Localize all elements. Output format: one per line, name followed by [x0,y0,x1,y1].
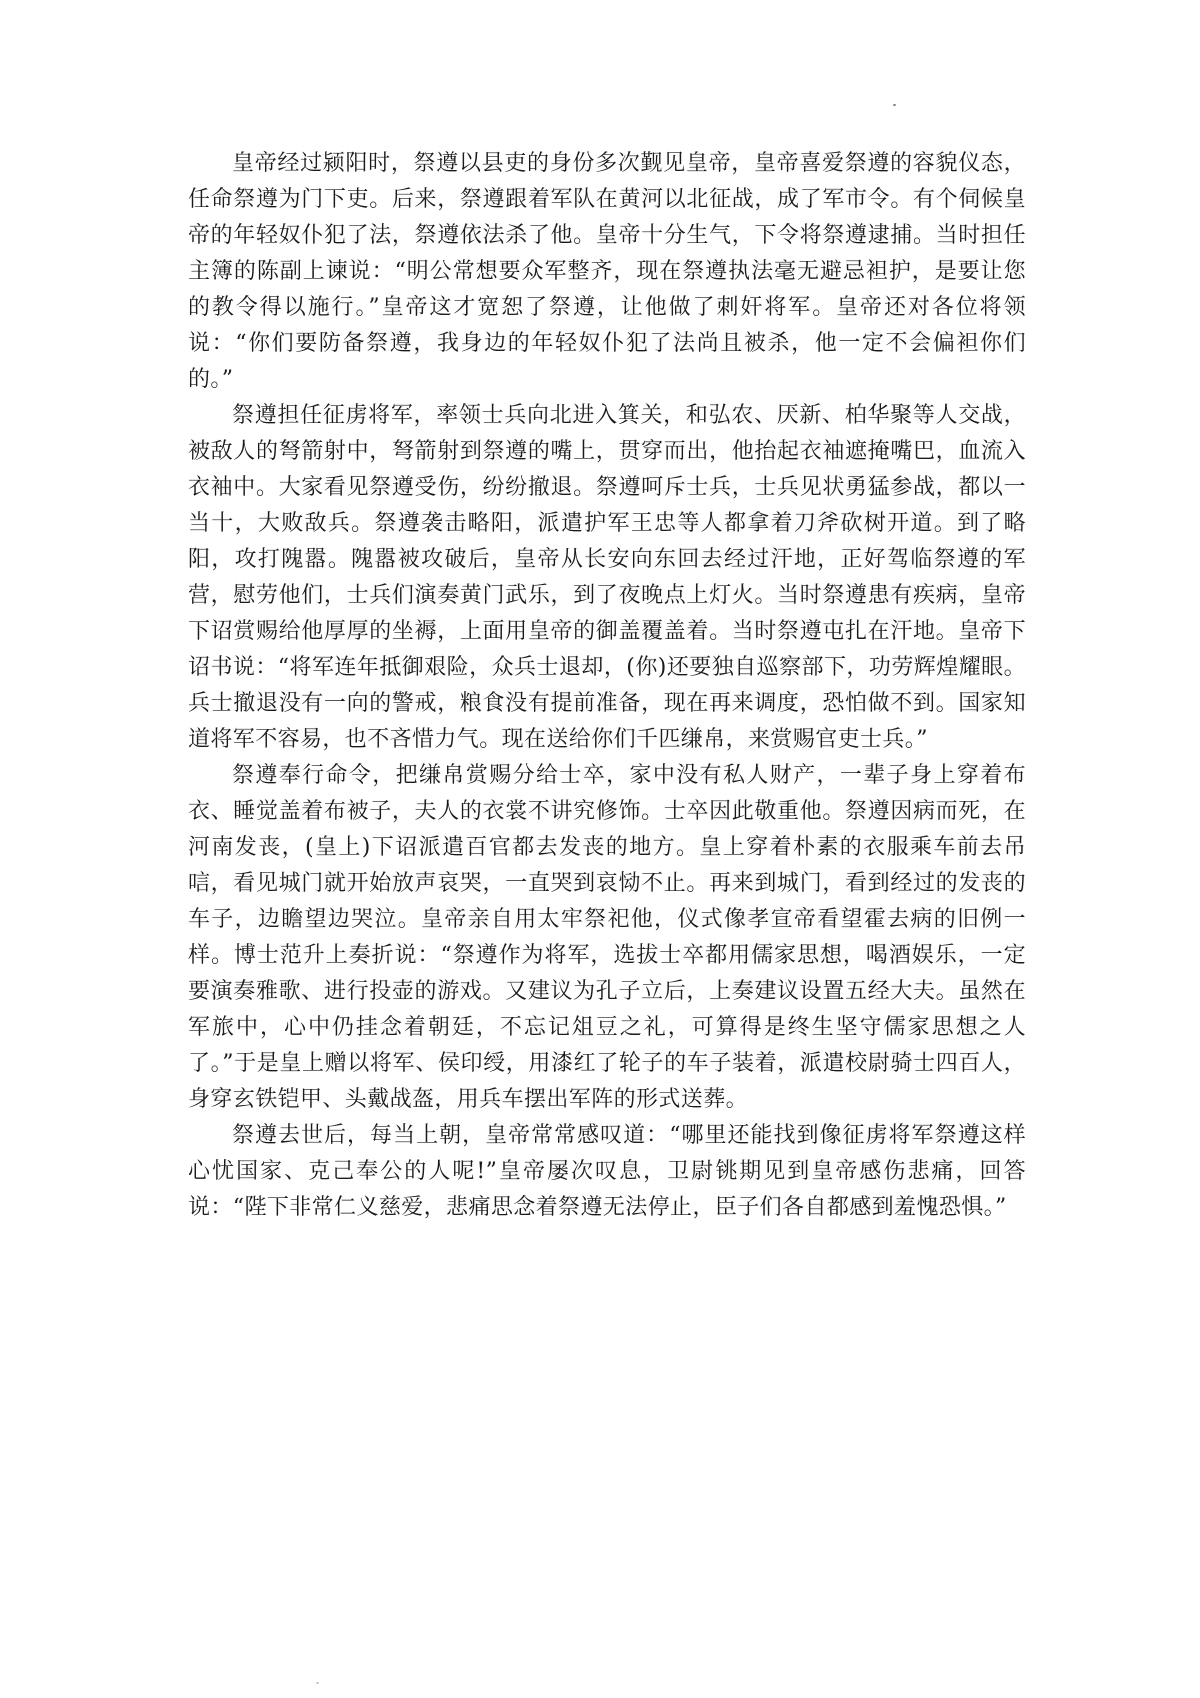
document-body [188,146,1026,1226]
paragraph-2: 祭遵担任征虏将军，率领士兵向北进入箕关，和弘农、厌新、柏华聚等人交战，被敌人的弩箭射中，弩箭射到祭遵的嘴上，贯穿而出，他抬起衣袖遮掩嘴巴，血流入衣袖中。大家看见祭遵受伤，纷纷撤退。祭遵呵斥士兵，士兵见状勇猛参战，都以一当十，大败敌兵。祭遵袭击略阳，派遣护军王忠等人都拿着刀斧砍树开道。到了略阳，攻打隗嚣。隗嚣被攻破后，皇帝从长安向东回去经过汗地，正好驾临祭遵的军营，慰劳他们，士兵们演奏黄门武乐，到了夜晚点上灯火。当时祭遵患有疾病，皇帝下诏赏赐给他厚厚的坐褥，上面用皇帝的御盖覆盖着。当时祭遵屯扎在汗地。皇帝下诏书说：“将军连年抵御艰险，众兵士退却，(你)还要独自巡察部下，功劳辉煌耀眼。兵士撤退没有一向的警戒，粮食没有提前准备，现在再来调度，恐怕做不到。国家知道将军不容易，也不吝惜力气。现在送给你们千匹缣帛，来赏赐官吏士兵。” [188,403,1026,752]
scan-speck [893,104,896,106]
paragraph-1: 皇帝经过颍阳时，祭遵以县吏的身份多次觐见皇帝，皇帝喜爱祭遵的容貌仪态，任命祭遵为门下吏。后来，祭遵跟着军队在黄河以北征战，成了军市令。有个伺候皇帝的年轻奴仆犯了法，祭遵依法杀了他。皇帝十分生气，下令将祭遵逮捕。当时担任主簿的陈副上谏说：“明公常想要众军整齐，现在祭遵执法毫无避忌袒护，是要让您的教令得以施行。”皇帝这才宽恕了祭遵，让他做了刺奸将军。皇帝还对各位将领说：“你们要防备祭遵，我身边的年轻奴仆犯了法尚且被杀，他一定不会偏袒你们的。” [188,151,1026,392]
paragraph-4: 祭遵去世后，每当上朝，皇帝常常感叹道：“哪里还能找到像征虏将军祭遵这样心忧国家、克己奉公的人呢!”皇帝屡次叹息，卫尉铫期见到皇帝感伤悲痛，回答说：“陛下非常仁义慈爱，悲痛思念着祭遵无法停止，臣子们各自都感到羞愧恐惧。” [188,1123,1026,1220]
scan-speck [316,1682,319,1684]
paragraph-3: 祭遵奉行命令，把缣帛赏赐分给士卒，家中没有私人财产，一辈子身上穿着布衣、睡觉盖着布被子，夫人的衣裳不讲究修饰。士卒因此敬重他。祭遵因病而死，在河南发丧，(皇上)下诏派遣百官都去发丧的地方。皇上穿着朴素的衣服乘车前去吊唁，看见城门就开始放声哀哭，一直哭到哀恸不止。再来到城门，看到经过的发丧的车子，边瞻望边哭泣。皇帝亲自用太牢祭祀他，仪式像孝宣帝看望霍去病的旧例一样。博士范升上奏折说：“祭遵作为将军，选拔士卒都用儒家思想，喝酒娱乐，一定要演奏雅歌、进行投壶的游戏。又建议为孔子立后，上奏建议设置五经大夫。虽然在军旅中，心中仍挂念着朝廷，不忘记俎豆之礼，可算得是终生坚守儒家思想之人了。”于是皇上赠以将军、侯印绶，用漆红了轮子的车子装着，派遣校尉骑士四百人，身穿玄铁铠甲、头戴战盔，用兵车摆出军阵的形式送葬。 [188,763,1026,1112]
